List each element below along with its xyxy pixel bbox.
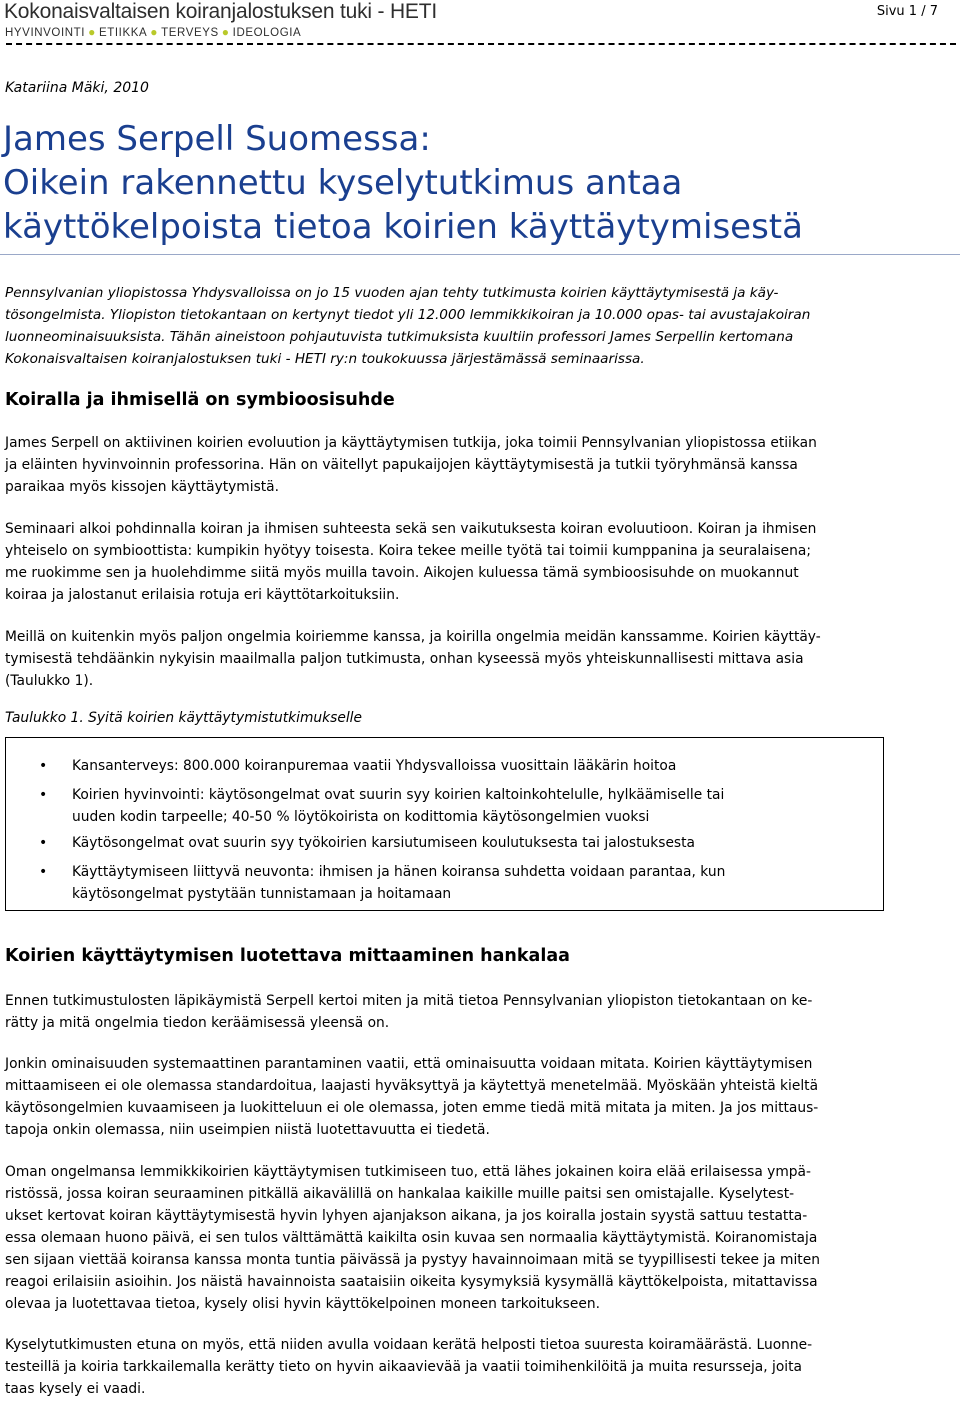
brand-tagline: [5, 25, 301, 39]
para-line: tapoja onkin olemassa, niin useimpien niistä luotettavuutta ei tiedetä.: [5, 1122, 490, 1138]
para-line: reagoi erilaisiin asioihin. Jos näistä havainnoista saataisiin oikeita kysymyksiä kysymällä käyttökelpoista, mitattavissa: [5, 1274, 818, 1290]
para-line: taas kysely ei vaadi.: [5, 1381, 146, 1397]
para-line: Oman ongelmansa lemmikkikoirien käyttäytymisen tutkimiseen tuo, että lähes jokainen koira elää erilaisessa ympä-: [5, 1164, 811, 1180]
brand-tag-4: IDEOLOGIA: [232, 27, 302, 39]
para-line: ja eläinten hyvinvoinnin professorina. Hän on väitellyt papukaijojen käyttäytymisestä ja tutkii työryhmänsä kanssa: [5, 457, 798, 473]
brand-title: Kokonaisvaltaisen koiranjalostuksen tuki - HETI: [4, 0, 437, 23]
lead-paragraph: [5, 282, 955, 370]
article-title: [3, 117, 953, 249]
para-line: koiraa ja jalostanut erilaisia rotuja eri käyttötarkoituksiin.: [5, 587, 400, 603]
para-line: Jonkin ominaisuuden systemaattinen parantaminen vaatii, että ominaisuutta voidaan mitata. Koirien käyttäytymisen: [5, 1056, 813, 1072]
section-heading: Koirien käyttäytymisen luotettava mittaaminen hankalaa: [5, 946, 570, 966]
list-item-text: uuden kodin tarpeelle; 40-50 % löytökoirista on kodittomia käytösongelmien vuoksi: [72, 809, 650, 825]
list-item-text: Käyttäytymiseen liittyvä neuvonta: ihmisen ja hänen koiransa suhdetta voidaan parantaa, kun: [72, 864, 726, 880]
para-line: Seminaari alkoi pohdinnalla koiran ja ihmisen suhteesta sekä sen vaikutuksesta koiran evoluutioon. Koiran ja ihmisen: [5, 521, 817, 537]
page-header: [0, 0, 960, 44]
author-year: Katariina Mäki, 2010: [5, 80, 149, 96]
para-line: mittaamiseen ei ole olemassa standardoitua, laajasti hyväksyttyä ja käytettyä menetelmää. Myöskään yhteistä kieltä: [5, 1078, 819, 1094]
para-line: ukset kertovat koiran käyttäytymisestä hyvin lyhyen ajanjakson aikana, ja jos koiralla jostain syystä sattuu testatta-: [5, 1208, 808, 1224]
para-line: tymisestä tehdäänkin nykyisin maailmalla paljon tutkimusta, onhan kyseessä myös yhteiskunnallisesti mittava asia: [5, 651, 804, 667]
title-divider: [0, 254, 960, 255]
list-item-text: Käytösongelmat ovat suurin syy työkoirien karsiutumiseen koulutuksesta tai jalostuksesta: [72, 835, 695, 851]
brand-tag-3: TERVEYS: [161, 27, 219, 39]
para-line: käytösongelmien kuvaamiseen ja luokitteluun ei ole olemassa, joten emme tiedä mitä mitata ja miten. Ja jos mittaus-: [5, 1100, 819, 1116]
bullet-dot-icon: ●: [150, 25, 159, 39]
list-item-text: Koirien hyvinvointi: käytösongelmat ovat suurin syy koirien kaltoinkohtelulle, hylkäämiselle tai: [72, 787, 725, 803]
title-line: Oikein rakennettu kyselytutkimus antaa: [3, 163, 683, 203]
table-caption: Taulukko 1. Syitä koirien käyttäytymistutkimukselle: [5, 710, 362, 726]
para-line: essa olemaan huono päivä, ei sen tulos välttämättä kaikilta osin kuvaa sen normaalia käyttäytymistä. Koiranomistaja: [5, 1230, 818, 1246]
body-paragraph: [5, 1334, 955, 1400]
title-line: käyttökelpoista tietoa koirien käyttäytymisestä: [3, 207, 803, 247]
para-line: James Serpell on aktiivinen koirien evoluution ja käyttäytymisen tutkija, joka toimii Pennsylvanian yliopistossa etiikan: [5, 435, 817, 451]
para-line: sen sijaan viettää koiransa kanssa monta tuntia päivässä ja pystyy havainnoimaan mitä se tyypillisesti tekee ja miten: [5, 1252, 820, 1268]
bullet-icon: •: [39, 758, 48, 774]
body-paragraph: [5, 626, 955, 692]
lead-line: Pennsylvanian yliopistossa Yhdysvalloissa on jo 15 vuoden ajan tehty tutkimusta koirien käyttäytymisestä ja käy-: [5, 285, 779, 301]
header-divider: [6, 43, 956, 45]
para-line: rätty ja mitä ongelmia tiedon keräämisessä yleensä on.: [5, 1015, 390, 1031]
para-line: Ennen tutkimustulosten läpikäymistä Serpell kertoi miten ja mitä tietoa Pennsylvanian yliopiston tietokantaan on ke-: [5, 993, 813, 1009]
para-line: yhteiselo on symbioottista: kumpikin hyötyy toisesta. Koira tekee meille työtä tai toimii kumppanina ja seuralaisena;: [5, 543, 811, 559]
brand-tag-2: ETIIKKA: [98, 27, 148, 39]
para-line: (Taulukko 1).: [5, 673, 94, 689]
body-paragraph: [5, 990, 955, 1034]
para-line: olevaa ja luotettavaa tietoa, kysely olisi hyvin käyttökelpoinen moneen tarkoitukseen.: [5, 1296, 600, 1312]
lead-line: Kokonaisvaltaisen koiranjalostuksen tuki - HETI ry:n toukokuussa järjestämässä seminaarissa.: [5, 351, 645, 367]
para-line: testeillä ja koiria tarkkailemalla kerätty tieto on hyvin aikaavievää ja vaatii toimihenkilöitä ja muita resursseja, joita: [5, 1359, 802, 1375]
para-line: paraikaa myös kissojen käyttäytymistä.: [5, 479, 280, 495]
bullet-icon: •: [39, 864, 48, 880]
bullet-icon: •: [39, 835, 48, 851]
title-line: James Serpell Suomessa:: [3, 119, 431, 159]
para-line: Meillä on kuitenkin myös paljon ongelmia koiriemme kanssa, ja koirilla ongelmia meidän kanssamme. Koirien käyttäy-: [5, 629, 821, 645]
page-number: Sivu 1 / 7: [876, 4, 938, 19]
lead-line: tösongelmista. Yliopiston tietokantaan on kertynyt tiedot yli 12.000 lemmikkikoiran ja 10.000 opas- tai avustajakoiran: [5, 307, 811, 323]
reasons-table: [5, 737, 884, 911]
para-line: ristössä, jossa koiran seuraaminen pitkällä aikavälillä on hankalaa kaikille muille paitsi sen omistajalle. Kyselytest-: [5, 1186, 795, 1202]
bullet-icon: •: [39, 787, 48, 803]
bullet-dot-icon: ●: [221, 25, 230, 39]
body-paragraph: [5, 518, 955, 606]
body-paragraph: [5, 432, 955, 498]
bullet-dot-icon: ●: [88, 25, 96, 39]
list-item-text: Kansanterveys: 800.000 koiranpuremaa vaatii Yhdysvalloissa vuosittain lääkärin hoitoa: [72, 758, 677, 774]
lead-line: luonneominaisuuksista. Tähän aineistoon pohjautuvista tutkimuksista kuultiin professori James Serpellin kertomana: [5, 329, 794, 345]
brand-tag-1: HYVINVOINTI: [5, 27, 86, 39]
list-item-text: käytösongelmat pystytään tunnistamaan ja hoitamaan: [72, 886, 452, 902]
para-line: me ruokimme sen ja huolehdimme siitä myös muilla tavoin. Aikojen kuluessa tämä symbioosisuhde on muokannut: [5, 565, 799, 581]
body-paragraph: [5, 1161, 955, 1315]
section-heading: Koiralla ja ihmisellä on symbioosisuhde: [5, 390, 395, 410]
body-paragraph: [5, 1053, 955, 1141]
para-line: Kyselytutkimusten etuna on myös, että niiden avulla voidaan kerätä helposti tietoa suuresta koiramäärästä. Luonne-: [5, 1337, 813, 1353]
